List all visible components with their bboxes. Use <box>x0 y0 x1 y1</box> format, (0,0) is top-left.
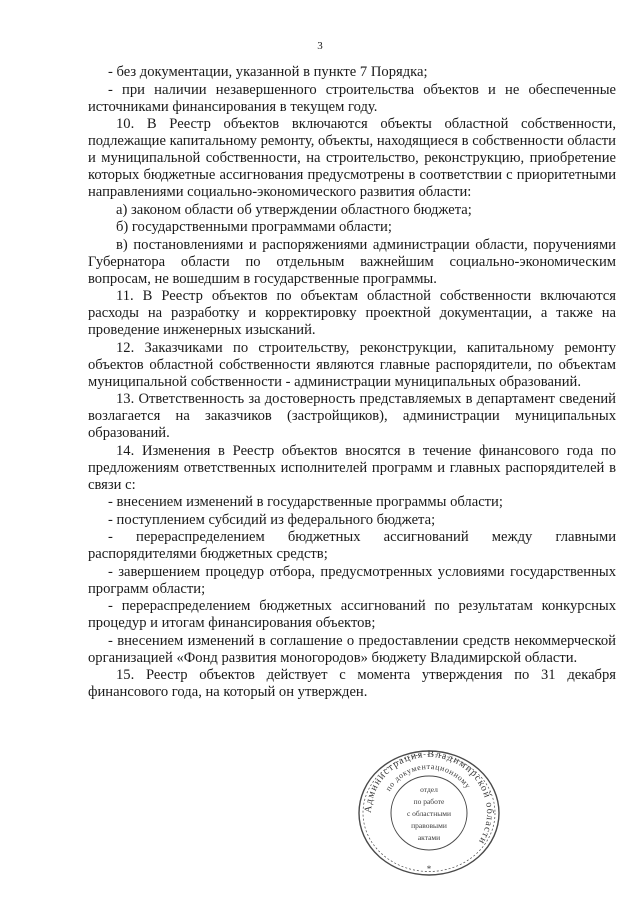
stamp-line-2: по работе <box>413 797 445 806</box>
paragraph-dash-1: - без документации, указанной в пункте 7 Порядка; <box>108 64 428 80</box>
paragraph-14-item-5: - перераспределением бюджетных ассигнований по результатам конкурсных процедур и итогам финансирования объектов; <box>88 598 616 631</box>
stamp-line-4: правовыми <box>411 821 447 830</box>
paragraph-14-item-3: - перераспределением бюджетных ассигнований между главными распорядителями бюджетных средств; <box>88 529 616 562</box>
paragraph-10: 10. В Реестр объектов включаются объекты областной собственности, подлежащие капитальному ремонту, объекты, находящиеся в собственности области и муниципальной собственности, на строительство, реконструкцию, приобретение которых бюджетные ассигнования предусмотрены в соответствии с приоритетными направлениями социально-экономического развития области: <box>88 116 616 200</box>
stamp-seal-icon <box>350 748 508 878</box>
stamp-middle-text: по документационному <box>383 761 473 793</box>
paragraph-14-item-4: - завершением процедур отбора, предусмотренных условиями государственных программ области; <box>88 563 616 597</box>
paragraph-14-item-6: - внесением изменений в соглашение о предоставлении средств некоммерческой организацией «Фонд развития моногородов» бюджету Владимирской области. <box>88 632 616 666</box>
stamp-outer-text: Администрация Владимирской области <box>362 748 496 847</box>
paragraph-10-v: в) постановлениями и распоряжениями администрации области, поручениями Губернатора области по отдельным важнейшим социально-экономическим вопросам, не вошедшим в государственные программы. <box>88 236 616 287</box>
paragraph-13: 13. Ответственность за достоверность представляемых в департамент сведений возлагается на заказчиков (застройщиков), администрации муниципальных образований. <box>88 391 616 441</box>
stamp-line-1: отдел <box>420 785 438 794</box>
stamp-line-5: актами <box>417 833 441 842</box>
paragraph-14: 14. Изменения в Реестр объектов вносятся в течение финансового года по предложениям ответственных исполнителей программ и главных распорядителей в связи с: <box>88 442 616 493</box>
paragraph-dash-2: - при наличии незавершенного строительства объектов и не обеспеченные источниками финансирования в текущем году. <box>88 81 616 115</box>
stamp-line-3: с областными <box>406 809 452 818</box>
paragraph-14-item-1: - внесением изменений в государственные программы области; <box>108 494 503 510</box>
stamp-star-icon: * <box>426 864 432 874</box>
official-stamp <box>350 748 508 878</box>
paragraph-10-b: б) государственными программами области; <box>116 219 392 235</box>
paragraph-11: 11. В Реестр объектов по объектам областной собственности включаются расходы на разработку и корректировку проектной документации, а также на проведение инженерных изысканий. <box>88 288 616 338</box>
paragraph-10-a: а) законом области об утверждении областного бюджета; <box>116 201 472 218</box>
page-number: 3 <box>317 40 323 52</box>
document-body <box>88 64 616 702</box>
paragraph-15: 15. Реестр объектов действует с момента утверждения по 31 декабря финансового года, на который он утвержден. <box>88 667 616 700</box>
paragraph-14-item-2: - поступлением субсидий из федерального бюджета; <box>108 511 436 528</box>
paragraph-12: 12. Заказчиками по строительству, реконструкции, капитальному ремонту объектов областной собственности являются главные распорядители, по объектам муниципальной собственности - администрации муниципальных образований. <box>88 339 616 390</box>
